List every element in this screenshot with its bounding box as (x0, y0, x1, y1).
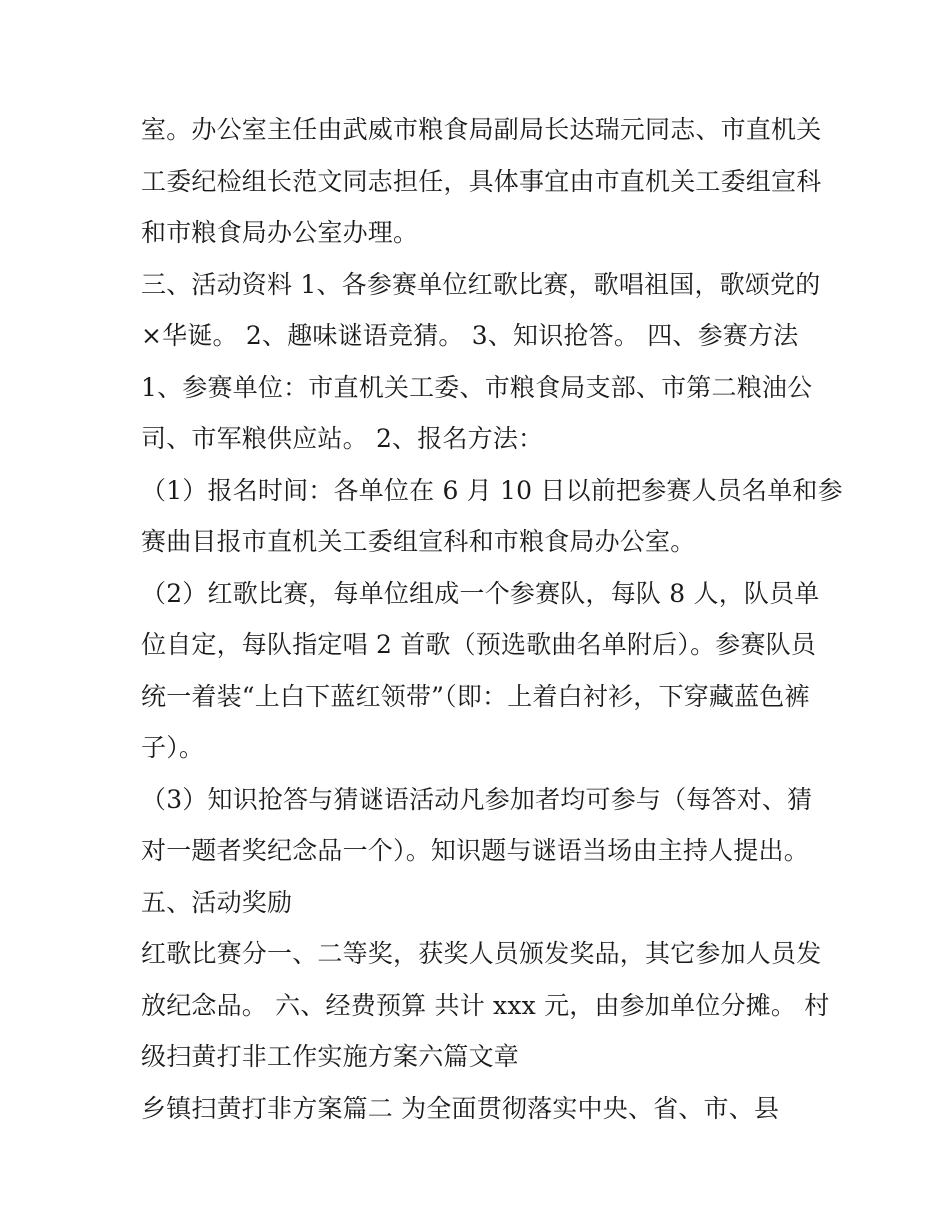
text-line: （2）红歌比赛，每单位组成一个参赛队，每队 8 人，队员单 (141, 578, 820, 608)
text-line: 乡镇扫黄打非方案篇二 为全面贯彻落实中央、省、市、县 (141, 1093, 780, 1123)
text-line: 工委纪检组长范文同志担任，具体事宜由市直机关工委组宣科 (141, 166, 822, 196)
text-line: 赛曲目报市直机关工委组宣科和市粮食局办公室。 (141, 527, 696, 556)
text-line: ×华诞。 2、趣味谜语竞猜。 3、知识抢答。 四、参赛方法 (141, 321, 799, 350)
text-line: （3）知识抢答与猜谜语活动凡参加者均可参与（每答对、猜 (141, 784, 813, 814)
text-line: 红歌比赛分一、二等奖，获奖人员颁发奖品，其它参加人员发 (141, 939, 822, 968)
text-line: （1）报名时间：各单位在 6 月 10 日以前把参赛人员名单和参 (141, 475, 843, 505)
section-heading-activity-content: 三、活动资料 1、各参赛单位红歌比赛，歌唱祖国，歌颂党的 (141, 269, 821, 299)
text-line: 统一着装“上白下蓝红领带”（即：上着白衬衫，下穿藏蓝色裤 (141, 681, 810, 711)
text-line: 室。办公室主任由武威市粮食局副局长达瑞元同志、市直机关 (141, 115, 822, 144)
text-line: 子）。 (141, 733, 205, 762)
text-line: 1、参赛单位：市直机关工委、市粮食局支部、市第二粮油公 (141, 372, 813, 402)
document-body (141, 104, 843, 1134)
text-line: 和市粮食局办公室办理。 (141, 218, 419, 247)
text-line: 级扫黄打非工作实施方案六篇文章 (141, 1042, 520, 1071)
text-line: 位自定，每队指定唱 2 首歌（预选歌曲名单附后）。参赛队员 (141, 630, 817, 659)
text-line: 放纪念品。 六、经费预算 共计 xxx 元，由参加单位分摊。 村 (141, 990, 830, 1020)
section-heading-rewards: 五、活动奖励 (141, 887, 293, 917)
text-line: 司、市军粮供应站。 2、报名方法： (141, 424, 544, 453)
text-line: 对一题者奖纪念品一个）。知识题与谜语当场由主持人提出。 (141, 836, 809, 865)
